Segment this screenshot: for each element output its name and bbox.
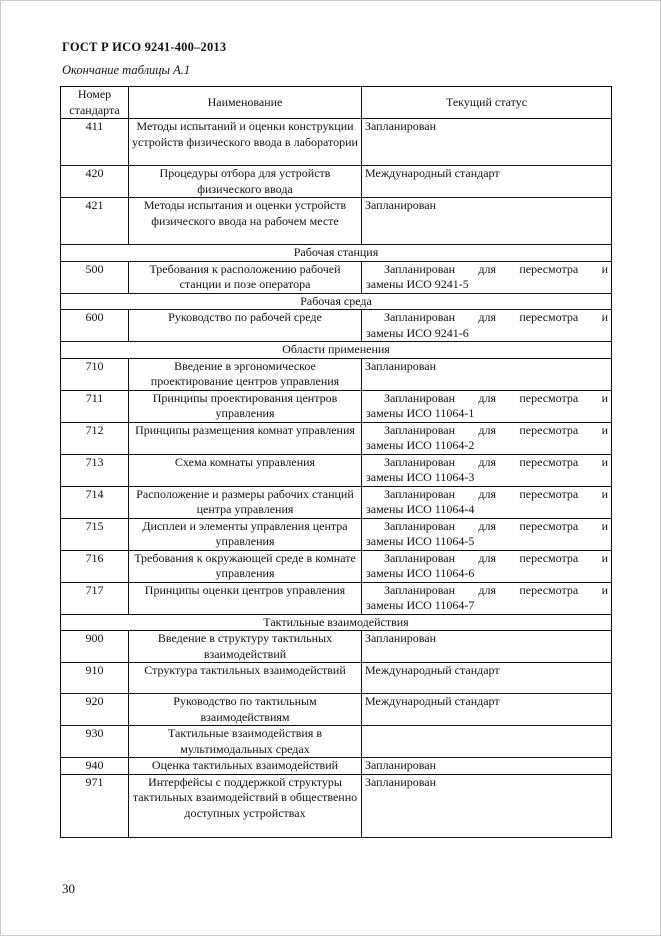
status-line-1: Запланирован для пересмотра и	[384, 261, 608, 276]
standard-name: Методы испытаний и оценки конструкции устройств физического ввода в лаборатории	[129, 119, 362, 166]
table-row	[61, 166, 612, 198]
standard-name: Методы испытания и оценки устройств физического ввода на рабочем месте	[129, 198, 362, 245]
standard-name: Расположение и размеры рабочих станций центра управления	[129, 486, 362, 518]
standard-status: Запланирован	[362, 631, 612, 663]
standard-name: Введение в эргономическое проектирование центров управления	[129, 358, 362, 390]
standard-status	[362, 310, 612, 342]
standard-number: 600	[61, 310, 129, 342]
table-section-row	[61, 293, 612, 310]
standard-name: Требования к расположению рабочей станции и позе оператора	[129, 261, 362, 293]
standard-status: Международный стандарт	[362, 166, 612, 198]
table-row	[61, 310, 612, 342]
table-section-row	[61, 342, 612, 359]
standard-status	[362, 726, 612, 758]
standard-number: 411	[61, 119, 129, 166]
standard-number: 920	[61, 694, 129, 726]
document-header: ГОСТ Р ИСО 9241-400–2013	[62, 40, 227, 54]
standard-status: Международный стандарт	[362, 694, 612, 726]
standard-number: 711	[61, 390, 129, 422]
standard-status	[362, 390, 612, 422]
table-row	[61, 582, 612, 614]
standard-status: Запланирован	[362, 774, 612, 837]
section-title: Области применения	[61, 342, 612, 359]
standard-number: 420	[61, 166, 129, 198]
status-line-1: Запланирован для пересмотра и	[384, 518, 608, 533]
standard-name: Интерфейсы с поддержкой структуры тактильных взаимодействий в общественно доступных устройствах	[129, 774, 362, 837]
status-line-1: Запланирован для пересмотра и	[384, 582, 608, 597]
column-header-number: Номер стандарта	[61, 87, 129, 119]
table-row	[61, 631, 612, 663]
standard-name: Принципы проектирования центров управления	[129, 390, 362, 422]
table-row	[61, 486, 612, 518]
column-header-status: Текущий статус	[362, 87, 612, 119]
standard-number: 940	[61, 758, 129, 775]
standard-status: Запланирован	[362, 119, 612, 166]
status-line-1: Запланирован для пересмотра и	[384, 486, 608, 501]
standard-name: Процедуры отбора для устройств физического ввода	[129, 166, 362, 198]
table-row	[61, 261, 612, 293]
standard-status	[362, 550, 612, 582]
standard-number: 717	[61, 582, 129, 614]
standard-name: Принципы размещения комнат управления	[129, 422, 362, 454]
standard-status	[362, 454, 612, 486]
table-header-row	[61, 87, 612, 119]
status-line-2: замены ИСО 11064-6	[366, 566, 475, 580]
table-row	[61, 390, 612, 422]
standard-status	[362, 261, 612, 293]
status-line-2: замены ИСО 9241-6	[366, 325, 469, 340]
section-title: Рабочая среда	[61, 293, 612, 310]
table-row	[61, 726, 612, 758]
standard-name: Руководство по рабочей среде	[129, 310, 362, 342]
standard-number: 421	[61, 198, 129, 245]
standard-number: 971	[61, 774, 129, 837]
table-caption: Окончание таблицы А.1	[62, 63, 191, 77]
standard-number: 900	[61, 631, 129, 663]
table-row	[61, 454, 612, 486]
standard-number: 713	[61, 454, 129, 486]
standard-status: Запланирован	[362, 758, 612, 775]
table-row	[61, 694, 612, 726]
standard-name: Принципы оценки центров управления	[129, 582, 362, 614]
standard-status: Запланирован	[362, 358, 612, 390]
standard-status: Международный стандарт	[362, 663, 612, 694]
standard-name: Руководство по тактильным взаимодействиям	[129, 694, 362, 726]
standard-name: Дисплеи и элементы управления центра управления	[129, 518, 362, 550]
standard-number: 715	[61, 518, 129, 550]
status-line-2: замены ИСО 11064-1	[366, 406, 475, 420]
page-number: 30	[62, 881, 75, 896]
status-line-2: замены ИСО 11064-2	[366, 438, 475, 452]
table-row	[61, 518, 612, 550]
status-line-2: замены ИСО 11064-3	[366, 470, 475, 484]
standard-number: 716	[61, 550, 129, 582]
table-row	[61, 119, 612, 166]
section-title: Рабочая станция	[61, 245, 612, 262]
table-row	[61, 198, 612, 245]
status-line-1: Запланирован для пересмотра и	[384, 454, 608, 469]
standard-number: 712	[61, 422, 129, 454]
status-line-2: замены ИСО 9241-5	[366, 277, 469, 291]
standard-name: Тактильные взаимодействия в мультимодальных средах	[129, 726, 362, 758]
standard-number: 710	[61, 358, 129, 390]
standard-number: 714	[61, 486, 129, 518]
table-row	[61, 774, 612, 837]
table-row	[61, 550, 612, 582]
standard-status	[362, 486, 612, 518]
status-line-2: замены ИСО 11064-5	[366, 534, 475, 548]
standard-number: 500	[61, 261, 129, 293]
standard-number: 910	[61, 663, 129, 694]
standard-name: Оценка тактильных взаимодействий	[129, 758, 362, 775]
table-row	[61, 358, 612, 390]
standard-number: 930	[61, 726, 129, 758]
table-row	[61, 422, 612, 454]
table-section-row	[61, 614, 612, 631]
standard-name: Схема комнаты управления	[129, 454, 362, 486]
standard-name: Введение в структуру тактильных взаимодействий	[129, 631, 362, 663]
table-row	[61, 663, 612, 694]
column-header-name: Наименование	[129, 87, 362, 119]
table-row	[61, 758, 612, 775]
standard-status: Запланирован	[362, 198, 612, 245]
status-line-1: Запланирован для пересмотра и	[384, 310, 608, 324]
status-line-1: Запланирован для пересмотра и	[384, 550, 608, 565]
standard-name: Структура тактильных взаимодействий	[129, 663, 362, 694]
standard-status	[362, 582, 612, 614]
standard-status	[362, 518, 612, 550]
status-line-1: Запланирован для пересмотра и	[384, 422, 608, 437]
status-line-2: замены ИСО 11064-7	[366, 598, 475, 612]
table-section-row	[61, 245, 612, 262]
standard-status	[362, 422, 612, 454]
section-title: Тактильные взаимодействия	[61, 614, 612, 631]
status-line-2: замены ИСО 11064-4	[366, 502, 475, 516]
status-line-1: Запланирован для пересмотра и	[384, 390, 608, 405]
standards-table	[60, 86, 612, 838]
standard-name: Требования к окружающей среде в комнате управления	[129, 550, 362, 582]
